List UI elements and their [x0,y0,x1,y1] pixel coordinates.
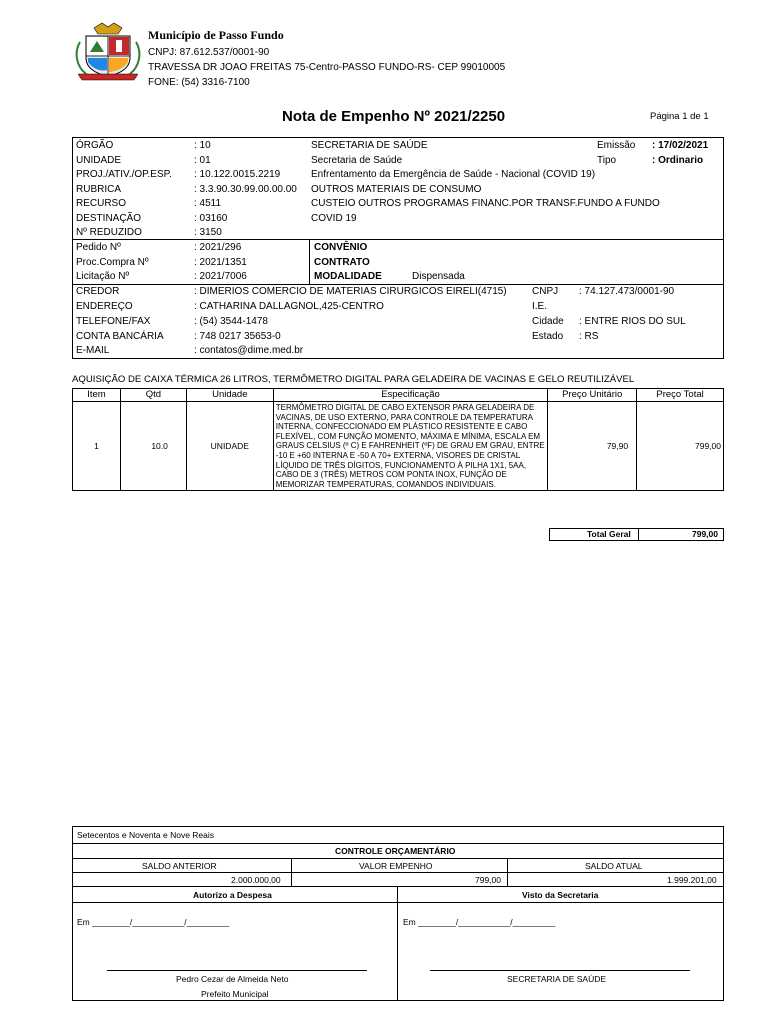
emissao-value: : 17/02/2021 [652,140,709,151]
visto-secretaria-title: Visto da Secretaria [522,890,599,900]
reduzido-code: : 3150 [194,227,222,238]
saldo-anterior-value: 2.000.000,00 [231,875,281,885]
saldo-atual-value: 1.999.201,00 [667,875,717,885]
rubrica-code: : 3.3.90.30.99.00.00.00 [194,184,297,195]
rubrica-label: RUBRICA [76,184,122,195]
recurso-code: : 4511 [194,198,222,209]
destinacao-label: DESTINAÇÃO [76,213,142,224]
saldo-atual-label: SALDO ATUAL [585,861,643,871]
conta-bancaria-label: CONTA BANCÁRIA [76,331,164,342]
autorizo-despesa-title: Autorizo a Despesa [193,890,272,900]
proj-code: : 10.122.0015.2219 [194,169,281,180]
unidade-desc: Secretaria de Saúde [311,155,403,166]
contrato-label: CONTRATO [314,257,370,268]
cnpj-value: : 74.127.473/0001-90 [579,286,675,297]
purchase-description: AQUISIÇÃO DE CAIXA TÉRMICA 26 LITROS, TERMÔMETRO DIGITAL PARA GELADEIRA DE VACINAS E GELO REUTILIZÁVEL [72,374,635,385]
item-unidade: UNIDADE [186,402,273,491]
col-header-qtd: Qtd [120,389,186,402]
modalidade-value: Dispensada [412,271,465,282]
authorization-date-left: Em ________/___________/_________ [77,917,230,927]
orgao-code: : 10 [194,140,211,151]
licitacao-label: Licitação Nº [76,271,130,282]
proc-compra-label: Proc.Compra Nº [76,257,149,268]
items-table-header [73,389,724,402]
convenio-label: CONVÊNIO [314,242,368,253]
total-geral-value: 799,00 [692,529,718,539]
controle-orcamentario-title: CONTROLE ORÇAMENTÁRIO [335,846,456,856]
unidade-label: UNIDADE [76,155,122,166]
telefone-value: : (54) 3544-1478 [194,316,268,327]
estado-value: : RS [579,331,599,342]
signer-right-name: SECRETARIA DE SAÚDE [507,974,607,984]
item-number: 1 [73,402,121,491]
endereco-value: : CATHARINA DALLAGNOL,425-CENTRO [194,301,384,312]
item-qtd: 10.0 [120,402,186,491]
amount-in-words: Setecentos e Noventa e Nove Reais [77,830,215,840]
destinacao-desc: COVID 19 [311,213,357,224]
signer-left-name: Pedro Cezar de Almeida Neto [176,974,289,984]
conta-bancaria-value: : 748 0217 35653-0 [194,331,281,342]
municipality-cnpj: CNPJ: 87.612.537/0001-90 [148,47,270,58]
destinacao-code: : 03160 [194,213,228,224]
col-header-unidade: Unidade [186,389,273,402]
municipal-coat-of-arms [72,22,144,84]
email-value: : contatos@dime.med.br [194,345,304,356]
municipality-phone: FONE: (54) 3316-7100 [148,77,250,88]
municipality-address: TRAVESSA DR JOAO FREITAS 75-Centro-PASSO FUNDO-RS- CEP 99010005 [148,62,506,73]
col-header-especificacao: Especificação [273,389,548,402]
items-table [72,388,724,491]
emissao-label: Emissão [597,140,636,151]
credor-label: CREDOR [76,286,120,297]
cidade-label: Cidade [532,316,564,327]
pedido-value: : 2021/296 [194,242,242,253]
col-header-item: Item [73,389,121,402]
pedido-label: Pedido Nº [76,242,121,253]
unidade-code: : 01 [194,155,211,166]
proj-label: PROJ./ATIV./OP.ESP. [76,169,172,180]
table-row [73,402,724,491]
cidade-value: : ENTRE RIOS DO SUL [579,316,686,327]
authorization-date-right: Em ________/___________/_________ [403,917,556,927]
saldo-anterior-label: SALDO ANTERIOR [142,861,217,871]
cnpj-label: CNPJ [532,286,559,297]
rubrica-desc: OUTROS MATERIAIS DE CONSUMO [311,184,482,195]
signature-line-right [430,970,690,971]
proj-desc: Enfrentamento da Emergência de Saúde - Nacional (COVID 19) [311,169,596,180]
telefone-label: TELEFONE/FAX [76,316,151,327]
orgao-desc: SECRETARIA DE SAÚDE [311,140,428,151]
email-label: E-MAIL [76,345,110,356]
valor-empenho-value: 799,00 [475,875,501,885]
estado-label: Estado [532,331,564,342]
col-header-preco-total: Preço Total [637,389,724,402]
signature-line-left [107,970,367,971]
col-header-preco-unitario: Preço Unitário [548,389,637,402]
tipo-label: Tipo [597,155,617,166]
recurso-desc: CUSTEIO OUTROS PROGRAMAS FINANC.POR TRANSF.FUNDO A FUNDO [311,198,660,209]
total-geral-label: Total Geral [587,529,631,539]
orgao-label: ÓRGÃO [76,140,114,151]
page-indicator: Página 1 de 1 [650,111,709,122]
item-preco-unitario: 79,90 [548,402,637,491]
reduzido-label: Nº REDUZIDO [76,227,142,238]
valor-empenho-label: VALOR EMPENHO [359,861,433,871]
modalidade-label: MODALIDADE [314,271,382,282]
recurso-label: RECURSO [76,198,127,209]
ie-label: I.E. [532,301,548,312]
item-especificacao: TERMÔMETRO DIGITAL DE CABO EXTENSOR PARA GELADEIRA DE VACINAS, DE USO EXTERNO, PARA CONTROLE DA TEMPERATURA INTERNA, CONFECCIONADO EM PLÁSTICO RESISTENTE E CABO FLEXÍVEL, COM FUNÇÃO MOMENTO, MÁXIMA E MÍNIMA, ESCALA EM GRAUS CELSIUS (º C) E FAHRENHEIT (ºF) DE GRAU EM GRAU, ENTRE -10 E +60 INTERNA E -50 A 70+ EXTERNA, VISORES DE CRISTAL LÍQUIDO DE TRÊS DÍGITOS, FUNCIONAMENTO À PILHA 1X1, 5AA, CABO DE 3 (TRÊS) METROS COM PONTA INOX, FUNÇÃO DE MEMORIZAR TEMPERATURAS, COMANDOS INDIVIDUAIS. [273,402,548,491]
municipality-name: Município de Passo Fundo [148,28,284,42]
endereco-label: ENDEREÇO [76,301,133,312]
item-preco-total: 799,00 [637,402,724,491]
proc-compra-value: : 2021/1351 [194,257,247,268]
licitacao-value: : 2021/7006 [194,271,247,282]
signer-left-role: Prefeito Municipal [201,989,269,999]
credor-value: : DIMERIOS COMERCIO DE MATERIAS CIRURGICOS EIRELI(4715) [194,286,507,297]
document-title: Nota de Empenho Nº 2021/2250 [282,108,506,125]
tipo-value: : Ordinario [652,155,704,166]
